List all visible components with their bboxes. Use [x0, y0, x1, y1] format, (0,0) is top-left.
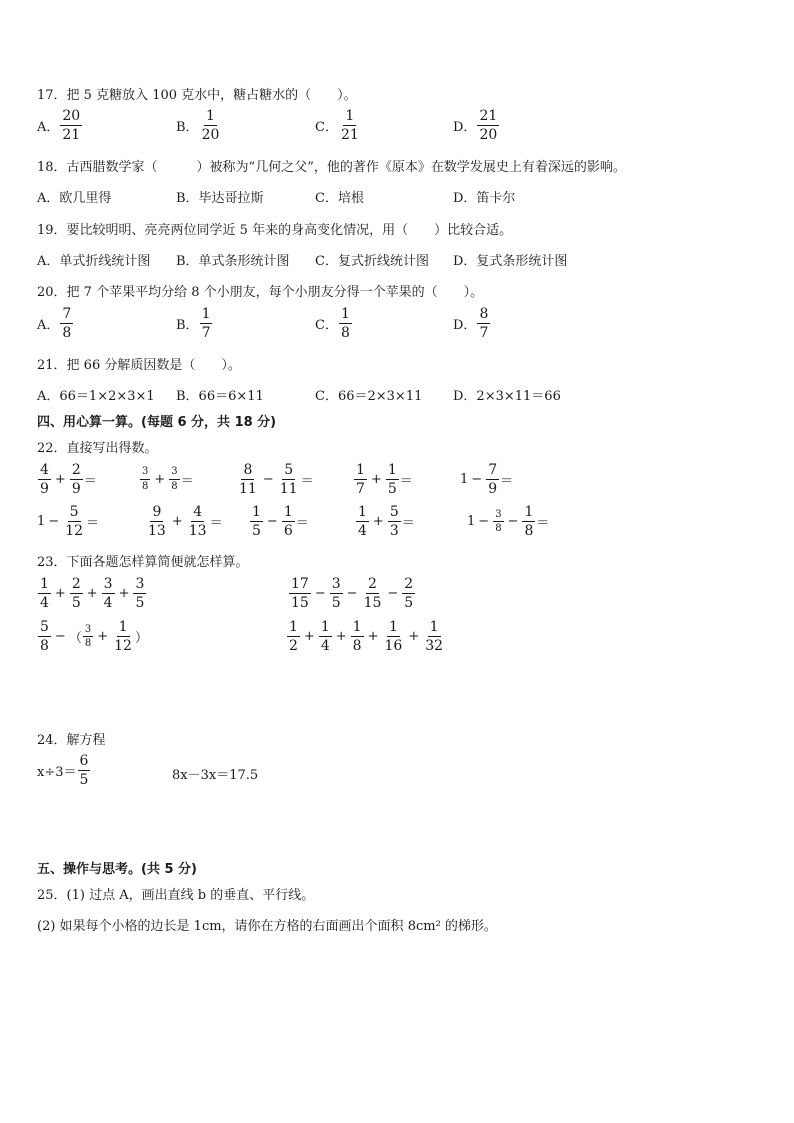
option-fraction: $\frac{1}{20}$	[201, 108, 220, 144]
q25-part-2: (2) 如果每个小格的边长是 1cm，请你在方格的右面画出个面积 8cm² 的梯形。	[37, 919, 497, 934]
q23-stem: 23．下面各题怎样算简便就怎样算。	[37, 555, 249, 570]
q18-option-b[interactable]: B．毕达哥拉斯	[176, 191, 264, 206]
q19-option-c[interactable]: C．复式折线统计图	[315, 254, 429, 269]
q22-expr-2: $\frac{3}{8}$ + $\frac{3}{8}$ ＝	[142, 466, 194, 492]
q20-option-a[interactable]	[37, 306, 74, 341]
q24-equation-2: 8x－3x＝17.5	[172, 768, 259, 783]
q18-stem: 18．古西腊数学家（ ）被称为“几何之父”，他的著作《原本》在数学发展史上有着深远的影响。	[37, 160, 626, 175]
q22-expr-3: $\frac{8}{11}$ − $\frac{5}{11}$ ＝	[239, 462, 314, 498]
q22-expr-8: $\frac{1}{5}$ − $\frac{1}{6}$ ＝	[252, 504, 309, 540]
q22-expr-7: $\frac{9}{13}$ + $\frac{4}{13}$ ＝	[148, 504, 223, 540]
option-fraction: $\frac{1}{21}$	[340, 108, 359, 144]
q24-equation-1: x÷3＝ $\frac{6}{5}$	[37, 753, 89, 789]
option-fraction: $\frac{20}{21}$	[62, 108, 81, 144]
q22-expr-9: $\frac{1}{4}$ + $\frac{5}{3}$ ＝	[358, 504, 415, 540]
q20-option-c[interactable]	[315, 306, 353, 341]
q17-stem: 17．把 5 克糖放入 100 克水中，糖占糖水的（ ）。	[37, 88, 357, 103]
option-label: B．	[176, 318, 199, 334]
q20-option-b[interactable]	[176, 306, 213, 341]
q23-expr-1: $\frac{1}{4}$ + $\frac{2}{5}$ + $\frac{3}{4}$ + $\frac{3}{5}$	[40, 576, 145, 612]
option-fraction: $\frac{1}{7}$	[201, 306, 211, 342]
option-label: D．	[453, 318, 477, 334]
q18-option-d[interactable]: D．笛卡尔	[453, 191, 516, 206]
q25-part-1: 25．(1) 过点 A，画出直线 b 的垂直、平行线。	[37, 888, 315, 903]
q21-option-b[interactable]: B．66＝6×11	[176, 389, 264, 404]
option-fraction: $\frac{7}{8}$	[62, 306, 72, 342]
q22-expr-5: 1 − $\frac{7}{9}$ ＝	[460, 462, 514, 498]
q21-option-a[interactable]: A．66＝1×2×3×1	[37, 389, 155, 404]
q23-expr-2: $\frac{17}{15}$ − $\frac{3}{5}$ − $\frac{2}{15}$ − $\frac{2}{5}$	[291, 576, 414, 612]
option-label: C．	[315, 120, 338, 136]
option-label: C．	[315, 318, 338, 334]
q20-option-d[interactable]	[453, 306, 491, 341]
q19-stem: 19．要比较明明、亮亮两位同学近 5 年来的身高变化情况，用（ ）比较合适。	[37, 223, 513, 238]
q21-stem: 21．把 66 分解质因数是（ ）。	[37, 358, 241, 373]
q20-stem: 20．把 7 个苹果平均分给 8 个小朋友，每个小朋友分得一个苹果的（ ）。	[37, 285, 484, 300]
q17-option-c[interactable]	[315, 108, 362, 143]
q17-option-d[interactable]	[453, 108, 500, 143]
q19-option-b[interactable]: B．单式条形统计图	[176, 254, 290, 269]
q19-option-a[interactable]: A．单式折线统计图	[37, 254, 151, 269]
q22-expr-4: $\frac{1}{7}$ + $\frac{1}{5}$ ＝	[356, 462, 413, 498]
section-5-title: 五、操作与思考。(共 5 分)	[37, 862, 197, 877]
option-fraction: $\frac{1}{8}$	[340, 306, 350, 342]
q22-expr-1: $\frac{4}{9}$ + $\frac{2}{9}$ ＝	[40, 462, 97, 498]
q22-expr-6: 1 − $\frac{5}{12}$ ＝	[37, 504, 100, 540]
q23-expr-3: $\frac{5}{8}$ − （ $\frac{3}{8}$ + $\frac{1}{12}$ ）	[40, 619, 148, 655]
q17-option-b[interactable]	[176, 108, 222, 143]
q23-expr-4: $\frac{1}{2}$ + $\frac{1}{4}$ + $\frac{1}{8}$ + $\frac{1}{16}$ + $\frac{1}{32}$	[289, 619, 444, 655]
section-4-title: 四、用心算一算。(每题 6 分，共 18 分)	[37, 415, 277, 430]
option-fraction: $\frac{8}{7}$	[479, 306, 489, 342]
q17-option-a[interactable]	[37, 108, 83, 143]
q22-expr-10: 1 − $\frac{3}{8}$ − $\frac{1}{8}$ ＝	[467, 504, 550, 540]
option-label: A．	[37, 318, 60, 334]
option-label: A．	[37, 120, 60, 136]
q18-option-a[interactable]: A．欧几里得	[37, 191, 112, 206]
q21-option-d[interactable]: D．2×3×11＝66	[453, 389, 561, 404]
q21-option-c[interactable]: C．66＝2×3×11	[315, 389, 423, 404]
q22-stem: 22．直接写出得数。	[37, 441, 158, 456]
q18-option-c[interactable]: C．培根	[315, 191, 364, 206]
option-label: B．	[176, 120, 199, 136]
option-label: D．	[453, 120, 477, 136]
option-fraction: $\frac{21}{20}$	[479, 108, 498, 144]
q19-option-d[interactable]: D．复式条形统计图	[453, 254, 568, 269]
q24-stem: 24．解方程	[37, 733, 106, 748]
